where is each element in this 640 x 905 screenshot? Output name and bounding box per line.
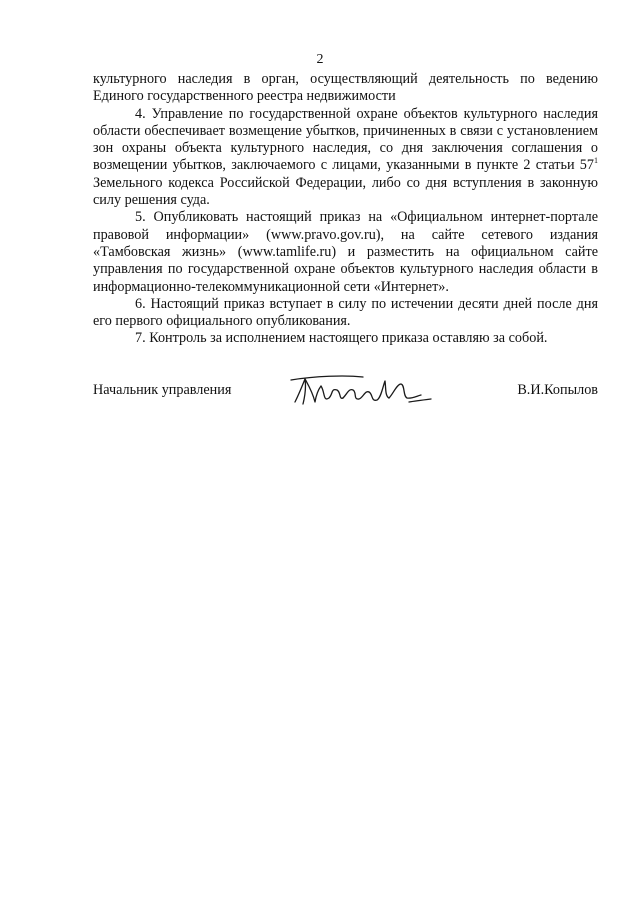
- document-body: [93, 71, 598, 348]
- signatory-position: Начальник управления: [93, 382, 232, 398]
- paragraph-item-5: [93, 209, 598, 295]
- superscript: 1: [594, 156, 598, 166]
- paragraph-item-6: [93, 296, 598, 331]
- paragraph-text: 6. Настоящий приказ вступает в силу по истечении десяти дней после дня его первого официального опубликования.: [93, 295, 598, 330]
- page-number: 2: [316, 52, 324, 67]
- paragraph-item-4: [93, 106, 598, 210]
- handwritten-signature: [285, 372, 435, 412]
- paragraph-text: 7. Контроль за исполнением настоящего приказа оставляю за собой.: [135, 330, 548, 347]
- signature-block: [93, 372, 598, 412]
- paragraph-text: 5. Опубликовать настоящий приказ на «Официальном интернет-портале правовой информации» (www.pravo.gov.ru), на сайте сетевого издания «Тамбовская жизнь» (www.tamlife.ru) и разместить на официальном сайте управления по государственной охране объектов культурного наследия области в информационно-телекоммуникационной сети «Интернет».: [93, 209, 598, 295]
- paragraph-continuation: [93, 71, 598, 106]
- paragraph-item-7: [93, 330, 598, 347]
- paragraph-text: культурного наследия в орган, осуществляющий деятельность по ведению Единого государственного реестра недвижимости: [93, 71, 598, 105]
- signatory-name: В.И.Копылов: [517, 382, 598, 398]
- paragraph-text: Земельного кодекса Российской Федерации, либо со дня вступления в законную силу решения суда.: [93, 174, 598, 209]
- paragraph-text: 4. Управление по государственной охране объектов культурного наследия области обеспечивает возмещение убытков, причиненных в связи с установлением зон охраны объекта культурного наследия, со дня заключения соглашения о возмещении убытков, заключаемого с лицами, указанными в пункте 2 статьи 57: [93, 105, 598, 174]
